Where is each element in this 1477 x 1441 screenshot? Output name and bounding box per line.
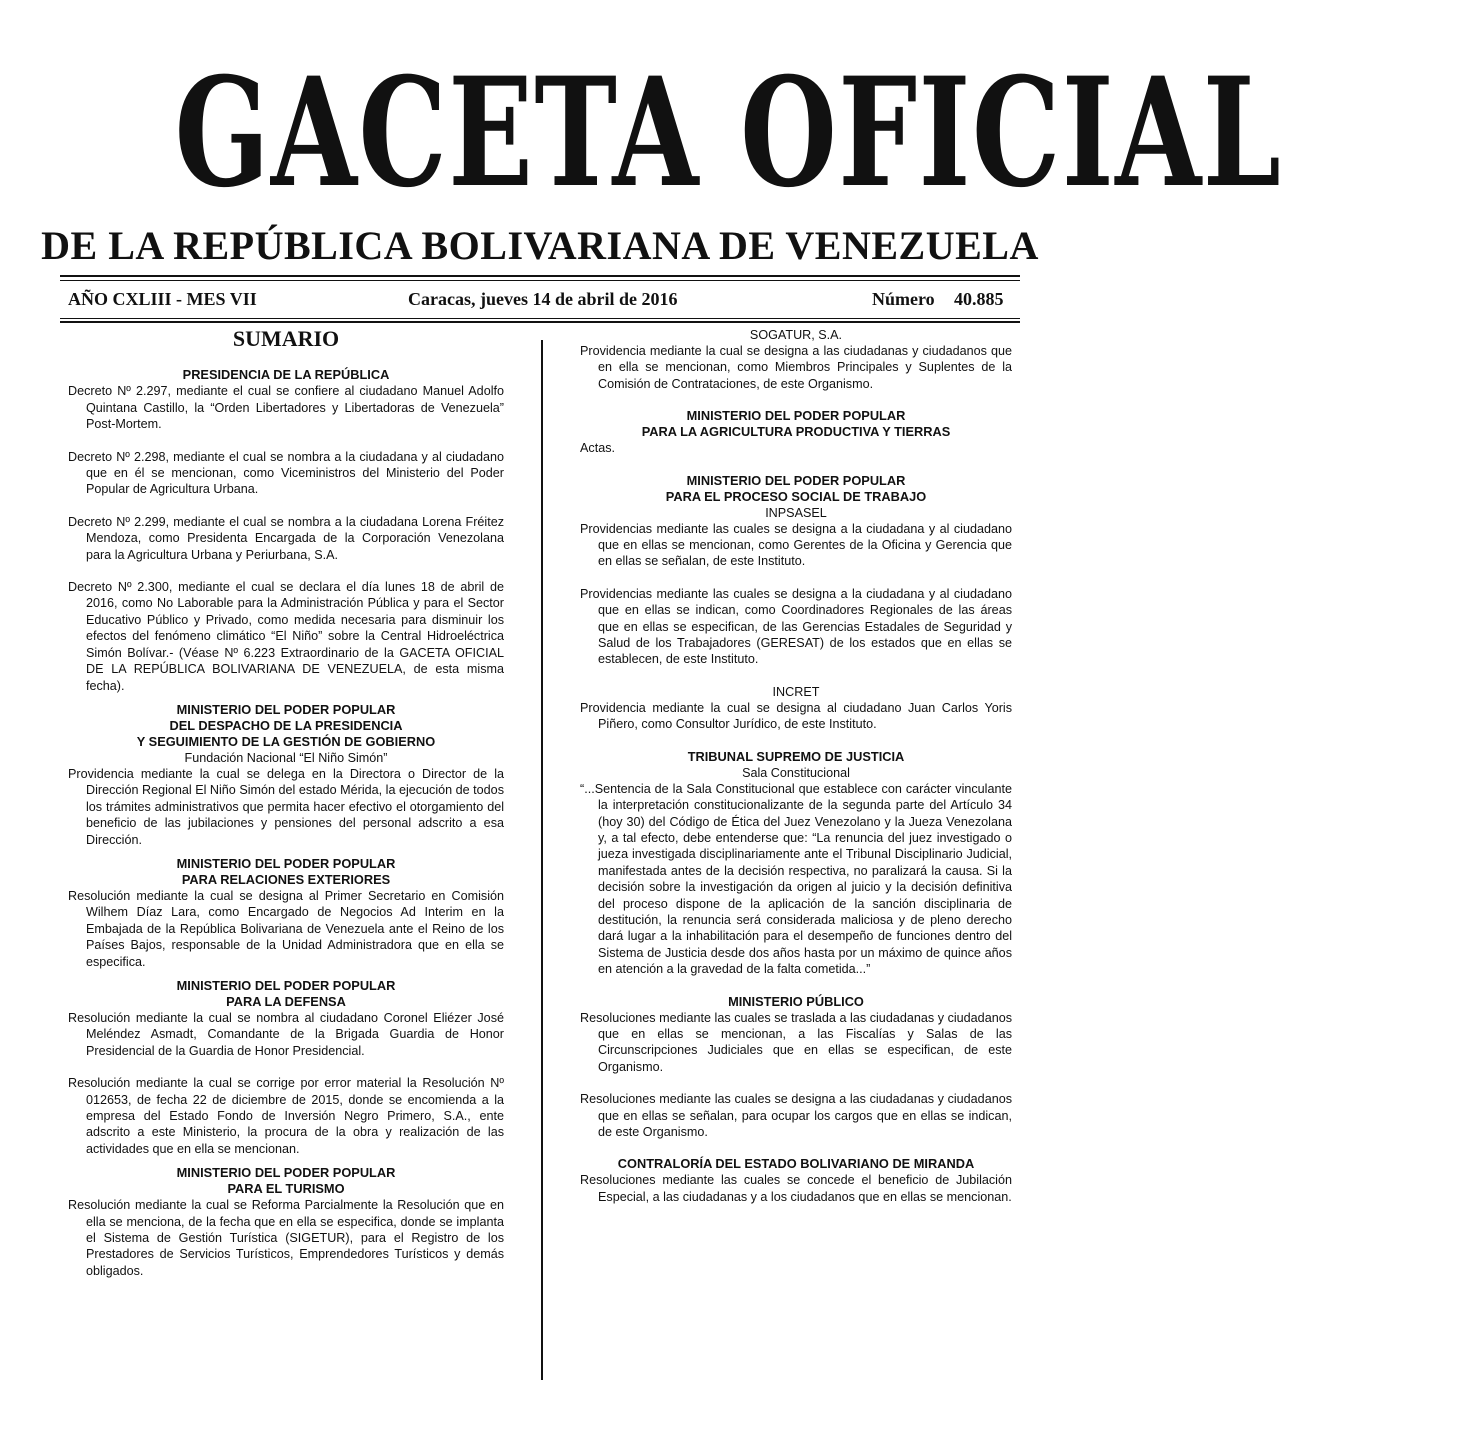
summary-entry: Providencia mediante la cual se delega en la Directora o Director de la Dirección Regional El Niño Simón del estado Mérida, la ejecución de todos los trámites administrativos que permita hacer efectivo el otorgamiento del beneficio de las jubilaciones y pensiones del personal adscrito a esa Dirección. <box>68 766 504 847</box>
section-heading: MINISTERIO DEL PODER POPULAR <box>176 855 396 871</box>
section-subheading: SOGATUR, S.A. <box>749 328 843 342</box>
section-heading: TRIBUNAL SUPREMO DE JUSTICIA <box>687 748 905 764</box>
summary-left-column <box>68 327 504 1287</box>
summary-entry: Providencias mediante las cuales se designa a la ciudadana y al ciudadano que en ellas se mencionan, como Gerentes de la Oficina y Gerencia que en ellas se señalan, de este Instituto. <box>580 521 1012 569</box>
gazette-subtitle: DE LA REPÚBLICA BOLIVARIANA DE VENEZUELA <box>41 223 1039 268</box>
summary-entry: Resoluciones mediante las cuales se concede el beneficio de Jubilación Especial, a las ciudadanas y a los ciudadanos que en ellas se mencionan. <box>580 1173 1012 1204</box>
summary-entry: Providencias mediante las cuales se designa a la ciudadana y al ciudadano que en ellas se indican, como Coordinadores Regionales de las áreas que en ellas se especifican, de las Gerencias Estadales de Seguridad y Salud de los Trabajadores (GERESAT) de los estados que en ellas se establecen, de este Instituto. <box>580 586 1012 667</box>
section-heading: PARA LA DEFENSA <box>226 993 346 1009</box>
summary-entry: Resolución mediante la cual se designa al Primer Secretario en Comisión Wilhem Díaz Lara, como Encargado de Negocios Ad Interim en la Embajada de la República Bolivariana de Venezuela ante el Reino de los Países Bajos, responsable de la Unidad Administradora que en ella se especifica. <box>68 888 504 969</box>
section-heading: MINISTERIO DEL PODER POPULAR <box>176 701 396 717</box>
section-heading: DEL DESPACHO DE LA PRESIDENCIA <box>169 717 403 733</box>
summary-entry: Decreto Nº 2.300, mediante el cual se declara el día lunes 18 de abril de 2016, como No Laborable para la Administración Pública y para el Sector Educativo Público y Privado, como medida necesaria para disminuir los efectos del fenómeno climático “El Niño” sobre la Central Hidroeléctrica Simón Bolívar.- (Véase Nº 6.223 Extraordinario de la GACETA OFICIAL DE LA REPÚBLICA BOLIVARIANA DE VENEZUELA, de esta misma fecha). <box>68 580 504 693</box>
section-heading: MINISTERIO DEL PODER POPULAR <box>176 1165 396 1181</box>
year-month: AÑO CXLIII - MES VII <box>68 289 257 309</box>
summary-entry: Resolución mediante la cual se corrige por error material la Resolución Nº 012653, de fecha 22 de diciembre de 2015, donde se encomienda a la empresa del Estado Fondo de Inversión Negro Primero, S.A., ente adscrito a este Ministerio, la procura de la obra y realización de las actividades que en ella se mencionan. <box>68 1076 504 1156</box>
section-heading: PARA EL TURISMO <box>227 1181 345 1197</box>
section-heading: PARA EL PROCESO SOCIAL DE TRABAJO <box>665 488 927 504</box>
section-heading: MINISTERIO DEL PODER POPULAR <box>686 472 906 488</box>
section-heading: PRESIDENCIA DE LA REPÚBLICA <box>182 367 390 383</box>
summary-right-column <box>580 327 1012 1221</box>
number-label: Número <box>872 289 935 309</box>
header-rule-top-thin <box>60 280 1020 281</box>
header-rule-bottom-thin <box>60 318 1020 319</box>
summary-entry: Decreto Nº 2.298, mediante el cual se nombra a la ciudadana y al ciudadano que en él se mencionan, como Viceministros del Ministerio del Poder Popular de Agricultura Urbana. <box>68 449 504 497</box>
summary-entry: Resoluciones mediante las cuales se designa a las ciudadanas y ciudadanos que en ellas se señalan, para ocupar los cargos que en ellas se indican, de este Organismo. <box>580 1092 1012 1139</box>
summary-entry: Decreto Nº 2.299, mediante el cual se nombra a la ciudadana Lorena Fréitez Mendoza, como Presidenta Encargada de la Corporación Venezolana para la Agricultura Urbana y Periurbana, S.A. <box>68 514 504 562</box>
section-heading: CONTRALORÍA DEL ESTADO BOLIVARIANO DE MIRANDA <box>617 1156 975 1172</box>
summary-entry: Providencia mediante la cual se designa al ciudadano Juan Carlos Yoris Piñero, como Consultor Jurídico, de este Instituto. <box>580 700 1012 732</box>
summary-entry: Decreto Nº 2.297, mediante el cual se confiere al ciudadano Manuel Adolfo Quintana Castillo, la “Orden Libertadores y Libertadoras de Venezuela” Post-Mortem. <box>68 384 504 432</box>
summary-entry: “...Sentencia de la Sala Constitucional que establece con carácter vinculante la interpretación constitucionalizante de la segunda parte del Artículo 34 (hoy 30) del Código de Ética del Juez Venezolano y la Jueza Venezolana y, a tal efecto, debe entenderse que: “La renuncia del juez investigado o jueza investigada disciplinariamente ante el Tribunal Disciplinario Judicial, manifestada antes de la decisión respectiva, no paralizará la causa. Si la decisión sobre la investigación da origen al juicio y la decisión definitiva del proceso dispone de la aplicación de la sanción disciplinaria de destitución, la renuncia será considerada maliciosa y de pleno derecho dará lugar a la inhabilitación para el desempeño de funciones dentro del Sistema de Justicia desde dos años hasta por un máximo de quince años en atención a la gravedad de la falta cometida...” <box>580 781 1012 977</box>
masthead <box>0 45 1283 221</box>
issue-date: Caracas, jueves 14 de abril de 2016 <box>408 289 678 309</box>
section-subheading: INPSASEL <box>765 505 827 520</box>
issue-number: 40.885 <box>954 289 1004 309</box>
section-subheading: Sala Constitucional <box>742 765 850 780</box>
section-heading: PARA LA AGRICULTURA PRODUCTIVA Y TIERRAS <box>641 424 951 440</box>
summary-entry: Resolución mediante la cual se Reforma Parcialmente la Resolución que en ella se menciona, de la fecha que en ella se especifica, donde se implanta el Sistema de Gestión Turística (SIGETUR), para el Registro de los Prestadores de Servicios Turísticos, Emprendedores Turísticos y demás obligados. <box>68 1198 504 1278</box>
summary-entry: Resoluciones mediante las cuales se traslada a las ciudadanas y ciudadanos que en ellas se mencionan, a las Fiscalías y Salas de las Circunscripciones Judiciales que en ellas se especifican, de este Organismo. <box>580 1010 1012 1074</box>
section-heading: MINISTERIO DEL PODER POPULAR <box>686 408 906 424</box>
summary-entry: Actas. <box>580 441 615 456</box>
sumario-heading: SUMARIO <box>232 326 340 351</box>
section-subheading: INCRET <box>772 684 820 699</box>
summary-entry: Resolución mediante la cual se nombra al ciudadano Coronel Eliézer José Meléndez Asmadt, Comandante de la Brigada Guardia de Honor Presidencial de la Guardia de Honor Presidencial. <box>68 1010 504 1058</box>
section-heading: MINISTERIO PÚBLICO <box>728 993 864 1009</box>
gazette-title: GACETA OFICIAL <box>174 45 1283 221</box>
summary-entry: Providencia mediante la cual se designa a las ciudadanas y ciudadanos que en ella se mencionan, como Miembros Principales y Suplentes de la Comisión de Contrataciones, de este Organismo. <box>580 344 1012 391</box>
header-rule-top <box>60 275 1020 277</box>
section-subheading: Fundación Nacional “El Niño Simón” <box>184 750 388 765</box>
section-heading: Y SEGUIMIENTO DE LA GESTIÓN DE GOBIERNO <box>136 733 436 749</box>
section-heading: PARA RELACIONES EXTERIORES <box>181 871 391 887</box>
header-rule-bottom <box>60 321 1020 323</box>
column-divider <box>541 340 543 1380</box>
section-heading: MINISTERIO DEL PODER POPULAR <box>176 977 396 993</box>
